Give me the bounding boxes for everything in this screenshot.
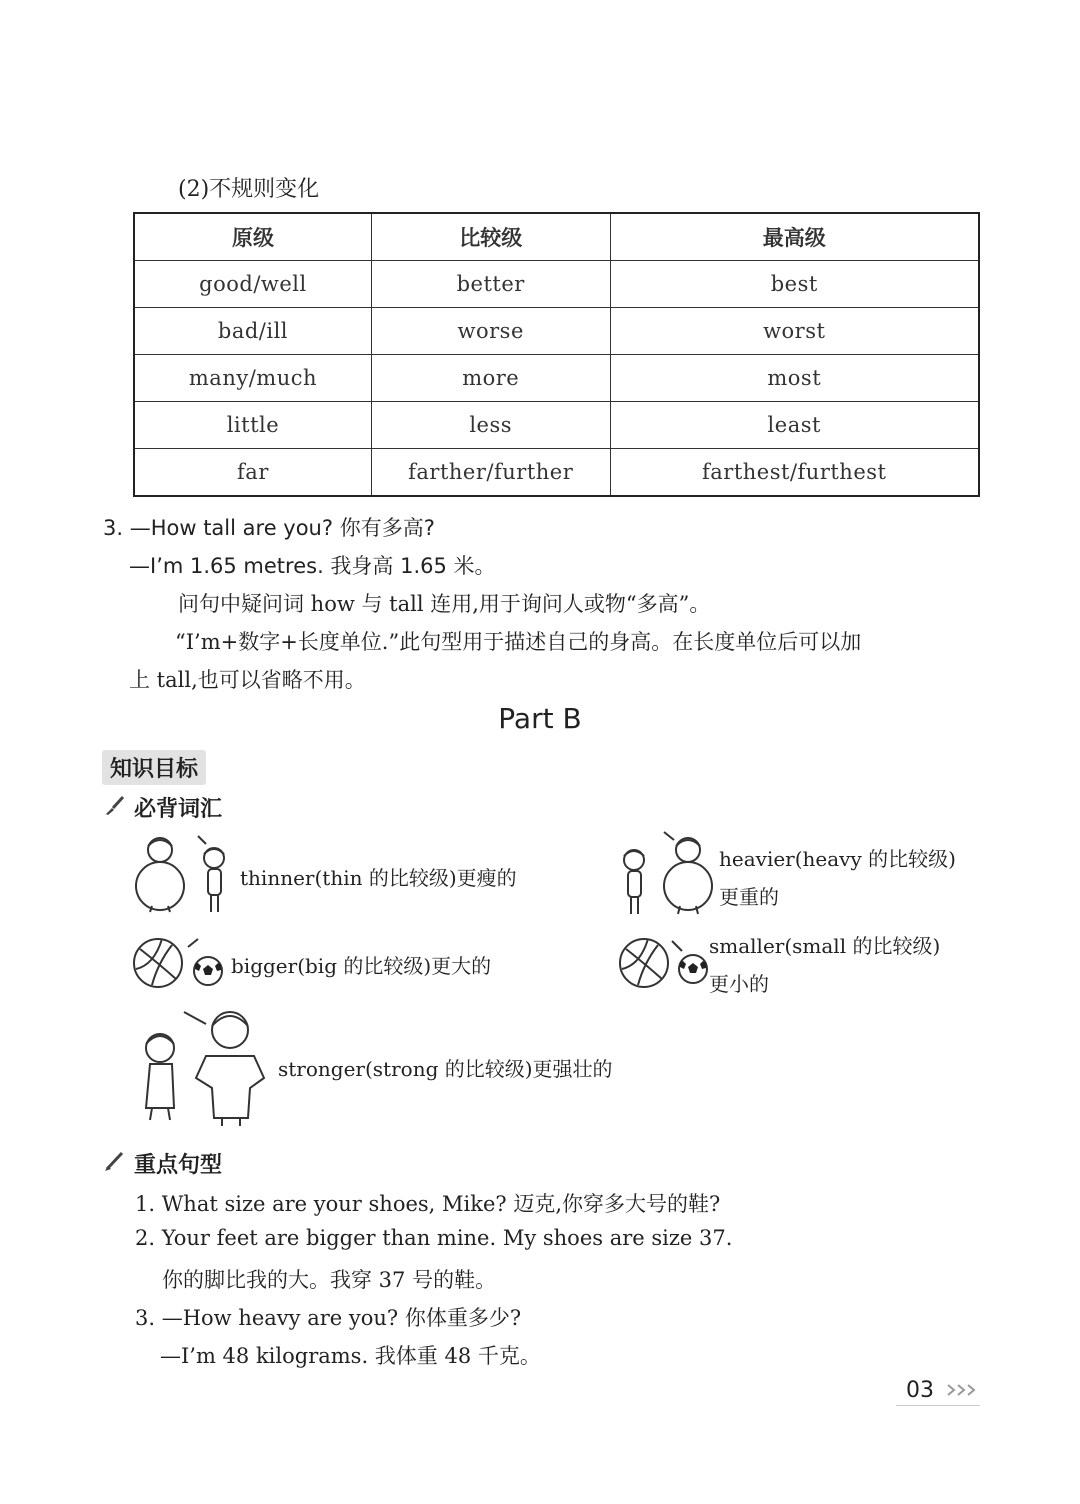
part-title: Part B	[498, 702, 582, 735]
table-cell: least	[610, 402, 979, 449]
key-sentence: 2. Your feet are bigger than mine. My shoes are size 37.	[135, 1226, 733, 1250]
table-cell: best	[610, 261, 979, 308]
thinner-illustration	[132, 830, 238, 920]
smaller-illustration	[618, 935, 710, 991]
table-cell: less	[371, 402, 610, 449]
vocab-thinner: thinner(thin 的比较级)更瘦的	[240, 866, 517, 890]
footer-divider	[896, 1405, 980, 1406]
vocab-heavier: heavier(heavy 的比较级)	[719, 847, 956, 871]
vocab-bigger: bigger(big 的比较级)更大的	[231, 954, 492, 978]
table-cell: bad/ill	[134, 308, 371, 355]
explanation-line: 问句中疑问词 how 与 tall 连用,用于询问人或物“多高”。	[178, 592, 711, 616]
stronger-illustration	[130, 1008, 275, 1128]
key-sentence: 1. What size are your shoes, Mike? 迈克,你穿多大号的鞋?	[135, 1192, 721, 1216]
table-cell: farthest/furthest	[610, 449, 979, 497]
chevrons-right-icon	[946, 1383, 980, 1397]
question-3-line: 3. —How tall are you? 你有多高?	[103, 516, 435, 540]
table-row	[134, 308, 979, 355]
table-cell: many/much	[134, 355, 371, 402]
key-sentence-translation: 你的脚比我的大。我穿 37 号的鞋。	[162, 1268, 497, 1292]
knowledge-badge: 知识目标	[102, 750, 206, 785]
page-number: 03	[906, 1378, 934, 1403]
explanation-line: “I’m+数字+长度单位.”此句型用于描述自己的身高。在长度单位后可以加	[175, 630, 862, 654]
bigger-illustration	[132, 935, 228, 991]
table-cell: worse	[371, 308, 610, 355]
vocab-heavier-meaning: 更重的	[719, 885, 779, 909]
key-sentence: 3. —How heavy are you? 你体重多少?	[135, 1306, 522, 1330]
brush-icon	[102, 794, 126, 818]
table-header: 比较级	[371, 213, 610, 261]
table-cell: more	[371, 355, 610, 402]
answer-3-line: —I’m 1.65 metres. 我身高 1.65 米。	[129, 554, 496, 578]
table-cell: better	[371, 261, 610, 308]
table-cell: most	[610, 355, 979, 402]
vocab-heading: 必背词汇	[134, 797, 223, 822]
table-header: 最高级	[610, 213, 979, 261]
section-title: (2)不规则变化	[178, 177, 320, 202]
comparison-table	[133, 212, 980, 497]
table-row	[134, 355, 979, 402]
heavier-illustration	[612, 830, 718, 920]
table-row	[134, 261, 979, 308]
table-cell: good/well	[134, 261, 371, 308]
vocab-smaller: smaller(small 的比较级)	[709, 934, 941, 958]
key-sentence-heading: 重点句型	[134, 1153, 223, 1178]
key-sentence-answer: —I’m 48 kilograms. 我体重 48 千克。	[160, 1344, 541, 1368]
table-row	[134, 449, 979, 497]
explanation-line: 上 tall,也可以省略不用。	[129, 668, 366, 692]
vocab-smaller-meaning: 更小的	[709, 972, 769, 996]
table-cell: worst	[610, 308, 979, 355]
table-cell: far	[134, 449, 371, 497]
table-header: 原级	[134, 213, 371, 261]
vocab-stronger: stronger(strong 的比较级)更强壮的	[278, 1057, 613, 1081]
table-header-row	[134, 213, 979, 261]
pen-icon	[104, 1150, 126, 1172]
table-row	[134, 402, 979, 449]
table-cell: farther/further	[371, 449, 610, 497]
table-cell: little	[134, 402, 371, 449]
